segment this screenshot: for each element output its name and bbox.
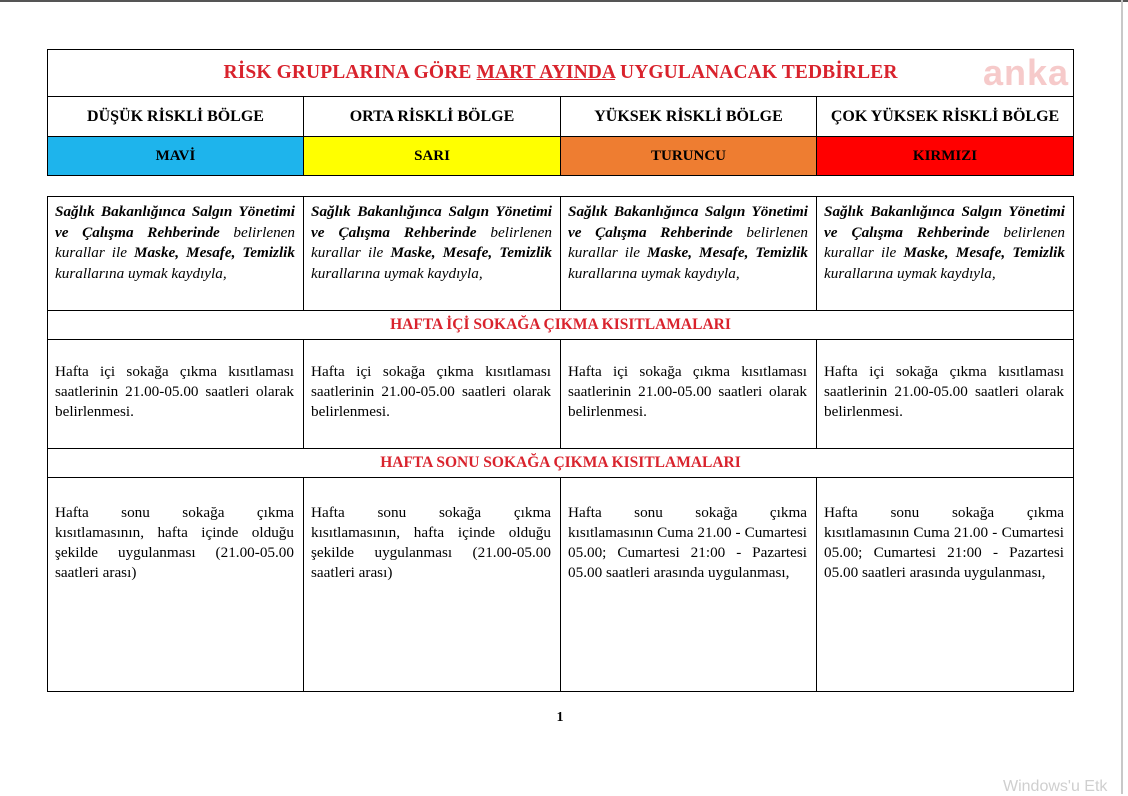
weekend-cell-low (48, 478, 304, 692)
document-scrollbar-edge (1121, 0, 1123, 794)
weekday-cell-very-high (817, 340, 1074, 449)
title-cell (48, 50, 1074, 97)
zone-name-high: YÜKSEK RİSKLİ BÖLGE (561, 97, 817, 137)
document-title: RİSK GRUPLARINA GÖRE MART AYINDA UYGULANACAK TEDBİRLER (223, 62, 898, 83)
measures-table (47, 196, 1074, 692)
intro-cell-medium (304, 197, 561, 311)
zone-header-table (47, 49, 1074, 176)
anka-watermark-logo: anka (982, 52, 1070, 93)
weekend-text: Hafta sonu sokağa çıkma kısıtlamasının, hafta içinde olduğu şekilde uygulanması (21.00-05.00 saatleri arası) (311, 504, 551, 581)
weekend-section-title: HAFTA SONU SOKAĞA ÇIKMA KISITLAMALARI (380, 454, 741, 471)
weekend-text: Hafta sonu sokağa çıkma kısıtlamasının, hafta içinde olduğu şekilde uygulanması (21.00-05.00 saatleri arası) (55, 504, 294, 581)
window-top-border (0, 0, 1128, 2)
page-number: 1 (556, 710, 564, 725)
weekday-text: Hafta içi sokağa çıkma kısıtlaması saatlerinin 21.00-05.00 saatleri olarak belirlenmesi. (568, 363, 807, 420)
title-underlined-month: MART AYINDA (476, 62, 616, 83)
weekend-cell-very-high (817, 478, 1074, 692)
zone-name-low: DÜŞÜK RİSKLİ BÖLGE (48, 97, 304, 137)
intro-cell-very-high (817, 197, 1074, 311)
weekday-cell-high (561, 340, 817, 449)
weekday-text: Hafta içi sokağa çıkma kısıtlaması saatlerinin 21.00-05.00 saatleri olarak belirlenmesi. (824, 363, 1064, 420)
intro-text: Sağlık Bakanlığınca Salgın Yönetimi ve Çalışma Rehberinde belirlenen kurallar ile Maske, Mesafe, Temizlik kurallarına uymak kaydıyla, (824, 203, 1065, 282)
weekend-text: Hafta sonu sokağa çıkma kısıtlamasının Cuma 21.00 - Cumartesi 05.00; Cumartesi 21:00 - Pazartesi 05.00 saatleri arasında uygulanması, (568, 504, 807, 581)
zone-color-red: KIRMIZI (817, 137, 1074, 176)
intro-text: Sağlık Bakanlığınca Salgın Yönetimi ve Çalışma Rehberinde belirlenen kurallar ile Maske, Mesafe, Temizlik kurallarına uymak kaydıyla, (568, 203, 809, 282)
zone-color-yellow: SARI (304, 137, 561, 176)
intro-text: Sağlık Bakanlığınca Salgın Yönetimi ve Çalışma Rehberinde belirlenen kurallar ile Maske, Mesafe, Temizlik kurallarına uymak kaydıyla, (311, 203, 552, 282)
weekday-section-header (48, 311, 1074, 340)
weekday-cell-low (48, 340, 304, 449)
weekend-cell-high (561, 478, 817, 692)
intro-cell-low (48, 197, 304, 311)
weekend-cell-medium (304, 478, 561, 692)
weekday-text: Hafta içi sokağa çıkma kısıtlaması saatlerinin 21.00-05.00 saatleri olarak belirlenmesi. (55, 363, 294, 420)
intro-text: Sağlık Bakanlığınca Salgın Yönetimi ve Çalışma Rehberinde belirlenen kurallar ile Maske, Mesafe, Temizlik kurallarına uymak kaydıyla, (55, 203, 296, 282)
weekday-cell-medium (304, 340, 561, 449)
weekday-text: Hafta içi sokağa çıkma kısıtlaması saatlerinin 21.00-05.00 saatleri olarak belirlenmesi. (311, 363, 551, 420)
zone-name-very-high: ÇOK YÜKSEK RİSKLİ BÖLGE (817, 97, 1074, 137)
zone-color-orange: TURUNCU (561, 137, 817, 176)
zone-color-blue: MAVİ (48, 137, 304, 176)
zone-name-medium: ORTA RİSKLİ BÖLGE (304, 97, 561, 137)
weekday-section-title: HAFTA İÇİ SOKAĞA ÇIKMA KISITLAMALARI (390, 316, 731, 333)
windows-activation-watermark: Windows'u Etk (1003, 778, 1108, 795)
intro-cell-high (561, 197, 817, 311)
weekend-text: Hafta sonu sokağa çıkma kısıtlamasının Cuma 21.00 - Cumartesi 05.00; Cumartesi 21:00 - Pazartesi 05.00 saatleri arasında uygulanması, (824, 504, 1064, 581)
weekend-section-header (48, 449, 1074, 478)
